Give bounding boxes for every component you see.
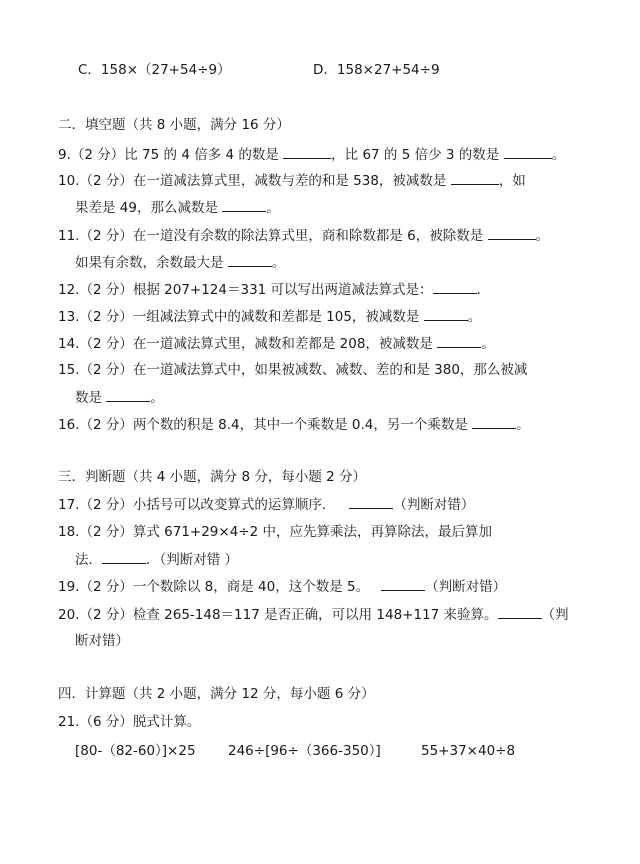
q14-blank[interactable] (437, 333, 481, 348)
q9-text-b: ，比 67 的 5 倍少 3 的数是 (331, 147, 504, 163)
q19-blank[interactable] (381, 576, 425, 591)
question-15-cont (75, 387, 164, 408)
expression-1: [80-（82-60）]×25 (75, 743, 196, 759)
question-12 (58, 279, 481, 300)
q14-text-b: 。 (481, 336, 495, 352)
q16-blank[interactable] (472, 414, 516, 429)
section-2-title: 二．填空题（共 8 小题，满分 16 分） (58, 117, 290, 133)
question-13 (58, 306, 481, 327)
q11-text-b: 。 (535, 228, 550, 244)
question-21: 21.（6 分）脱式计算。 (58, 714, 201, 730)
q20-text-b: （判 (541, 607, 569, 623)
question-18 (58, 522, 492, 542)
q11-blank-2[interactable] (228, 252, 272, 267)
q10-text-b: ，如 (498, 173, 526, 189)
q9-blank-1[interactable] (283, 144, 331, 159)
question-19 (58, 576, 506, 597)
q18-text-b: 法． (75, 552, 102, 568)
q18-blank[interactable] (102, 549, 146, 564)
q15-text-c: 。 (150, 390, 164, 406)
q11-text-a: 11.（2 分）在一道没有余数的除法算式里，商和除数都是 6，被除数是 (58, 228, 488, 244)
q15-text-a: 15.（2 分）在一道减法算式中，如果被减数、减数、差的和是 380，那么被减 (58, 362, 528, 378)
q18-text-a: 18.（2 分）算式 671+29×4÷2 中，应先算乘法，再算除法，最后算加 (58, 524, 492, 540)
q16-text-a: 16.（2 分）两个数的积是 8.4，其中一个乘数是 0.4，另一个乘数是 (58, 417, 473, 433)
q10-blank-1[interactable] (451, 170, 499, 185)
q18-text-c: ．（判断对错 ） (146, 552, 239, 568)
section-4-title: 四．计算题（共 2 小题，满分 12 分，每小题 6 分） (58, 686, 375, 702)
q15-text-b: 数是 (75, 390, 107, 406)
question-20 (58, 604, 569, 625)
q9-text-c: 。 (551, 147, 566, 163)
q10-blank-2[interactable] (222, 197, 266, 212)
question-10 (58, 170, 526, 191)
q10-text-c: 果差是 49，那么减数是 (75, 200, 223, 216)
option-c: C．158×（27+54÷9） (78, 62, 231, 78)
question-15 (58, 360, 527, 380)
q12-blank[interactable] (433, 279, 477, 294)
q11-blank-1[interactable] (488, 225, 536, 240)
q14-text-a: 14.（2 分）在一道减法算式里，减数和差都是 208，被减数是 (58, 336, 438, 352)
question-14 (58, 333, 495, 354)
q19-text-b: （判断对错） (425, 579, 507, 595)
question-10-cont (75, 197, 280, 218)
q11-text-c: 如果有余数，余数最大是 (75, 255, 228, 271)
q20-blank[interactable] (498, 604, 542, 619)
expression-2: 246÷[96÷（366-350）] (228, 743, 381, 759)
q11-text-d: 。 (271, 255, 286, 271)
q9-text-a: 9.（2 分）比 75 的 4 倍多 4 的数是 (58, 147, 284, 163)
question-20-cont: 断对错） (75, 633, 129, 649)
question-9 (58, 144, 565, 165)
q19-text-a: 19.（2 分）一个数除以 8，商是 40，这个数是 5。 (58, 579, 370, 595)
question-18-cont (75, 549, 238, 570)
q13-blank[interactable] (424, 306, 468, 321)
q13-text-b: 。 (467, 309, 482, 325)
question-11 (58, 225, 549, 246)
option-d: D．158×27+54÷9 (313, 62, 440, 78)
q12-text-b: . (476, 282, 481, 298)
q12-text-a: 12.（2 分）根据 207+124＝331 可以写出两道减法算式是： (58, 282, 433, 298)
question-16 (58, 414, 530, 435)
expression-3: 55+37×40÷8 (421, 743, 516, 759)
q10-text-d: 。 (266, 200, 280, 216)
q10-text-a: 10.（2 分）在一道减法算式里，减数与差的和是 538，被减数是 (58, 173, 451, 189)
q17-text-b: （判断对错） (393, 497, 475, 513)
question-11-cont (75, 252, 285, 273)
q16-text-b: 。 (516, 417, 530, 433)
section-3-title: 三．判断题（共 4 小题，满分 8 分，每小题 2 分） (58, 469, 367, 485)
q20-text-a: 20.（2 分）检查 265-148＝117 是否正确，可以用 148+117 来验算。 (58, 607, 498, 623)
q17-text-a: 17.（2 分）小括号可以改变算式的运算顺序． (58, 497, 336, 513)
q13-text-a: 13.（2 分）一组减法算式中的减数和差都是 105，被减数是 (58, 309, 424, 325)
question-17 (58, 494, 474, 515)
q9-blank-2[interactable] (504, 144, 552, 159)
q15-blank[interactable] (106, 387, 150, 402)
q17-blank[interactable] (349, 494, 393, 509)
